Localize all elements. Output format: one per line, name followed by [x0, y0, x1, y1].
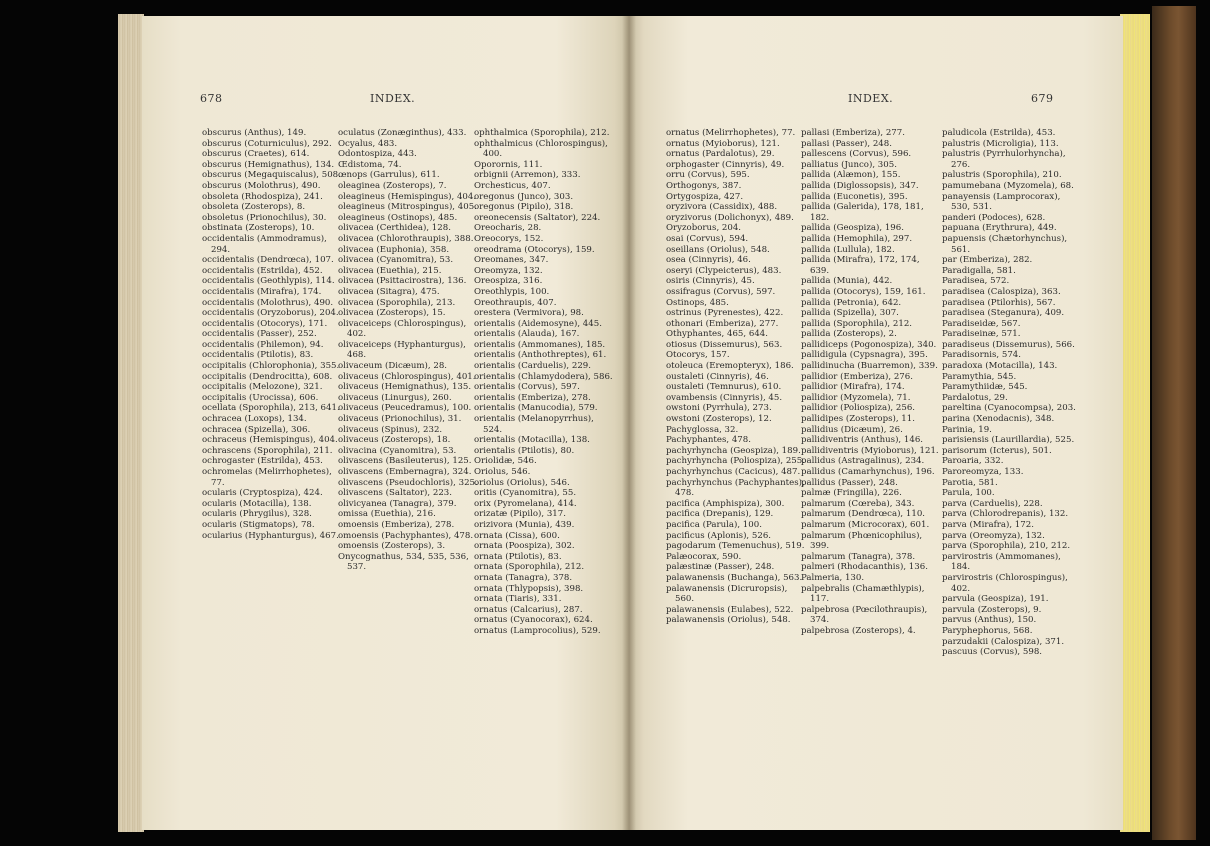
index-entry: pallidus (Camarhynchus), 196. [801, 467, 935, 477]
index-entry: olivascens (Basileuterus), 125. [338, 456, 472, 467]
index-entry: oseillans (Oriolus), 548. [666, 244, 770, 255]
index-entry: obscurus (Craetes), 614. [202, 149, 310, 160]
index-entry: palmeri (Rhodacanthis), 136. [801, 562, 928, 573]
index-entry: ocularius (Hyphanturgus), 467. [202, 530, 339, 541]
index-entry: ornatus (Lamprocolius), 529. [474, 625, 601, 636]
index-entry: palmarum (Cœreba), 343. [801, 498, 915, 509]
index-entry: Palæocorax, 590. [666, 551, 742, 562]
index-entry: orestera (Vermivora), 98. [474, 308, 584, 319]
index-entry: Orthogonys, 387. [666, 180, 742, 191]
index-entry: occipitalis (Dendrocitta), 608. [202, 371, 333, 382]
index-entry: orizatæ (Pipilo), 317. [474, 509, 566, 520]
index-entry: Paryphephorus, 568. [942, 625, 1033, 636]
index-entry: pacifica (Amphispiza), 300. [666, 498, 785, 509]
index-entry: Oryzoborus, 204. [666, 223, 742, 234]
index-entry: olivascens (Embernagra), 324. [338, 467, 472, 477]
index-entry: Oriolidæ, 546. [474, 456, 537, 467]
index-entry: Othyphantes, 465, 644. [666, 329, 768, 340]
index-entry: palmarum (Tanagra), 378. [801, 551, 916, 562]
index-entry: Paramythiidæ, 545. [942, 382, 1028, 393]
index-entry: Oreothlypis, 100. [474, 286, 550, 297]
index-entry: ocularis (Stigmatops), 78. [202, 519, 315, 530]
index-entry: palmæ (Fringilla), 226. [801, 488, 902, 499]
index-entry: palawanensis (Eulabes), 522. [666, 604, 794, 615]
index-entry: Parula, 100. [942, 488, 995, 499]
index-entry: palustris (Pyrrhulorhyncha), 276. [942, 149, 1066, 170]
index-entry: pachyrhyncha (Poliospiza), 255. [666, 456, 805, 467]
index-entry: pacificus (Aplonis), 526. [666, 530, 772, 541]
index-entry: olivicyanea (Tanagra), 379. [338, 498, 457, 509]
index-entry: oriolus (Oriolus), 546. [474, 477, 570, 488]
index-entry: pagodarum (Temenuchus), 519. [666, 541, 805, 552]
index-entry: pallida (Geospiza), 196. [801, 223, 904, 234]
index-entry: Oreocorys, 152. [474, 233, 544, 244]
index-entry: oryzivora (Cassidix), 488. [666, 202, 778, 213]
left-column-1 [202, 128, 342, 541]
index-entry: Paradiseinæ, 571. [942, 329, 1021, 340]
right-column-2 [801, 128, 941, 637]
right-page-number: 679 [1031, 92, 1054, 105]
index-entry: pascuus (Corvus), 598. [942, 647, 1043, 658]
index-entry: orientalis (Chlamydodera), 586. [474, 371, 613, 382]
index-entry: orientalis (Anthothreptes), 61. [474, 350, 607, 361]
right-page [629, 16, 1123, 830]
index-entry: pallida (Hemophila), 297. [801, 233, 913, 244]
index-entry: obsoleta (Zosterops), 8. [202, 202, 306, 213]
index-entry: panderi (Podoces), 628. [942, 212, 1046, 223]
index-entry: Ortygospiza, 427. [666, 191, 744, 202]
index-entry: olivacea (Certhidea), 128. [338, 223, 451, 234]
index-entry: orphogaster (Cinnyris), 49. [666, 159, 785, 170]
index-entry: olivaceus (Prionochilus), 31. [338, 414, 462, 425]
index-entry: pallidinucha (Buarremon), 339. [801, 361, 938, 372]
index-entry: Parotia, 581. [942, 477, 998, 488]
index-entry: parina (Xenodacnis), 348. [942, 414, 1055, 425]
index-entry: orbignii (Arremon), 333. [474, 170, 581, 181]
index-entry: palpebralis (Chamæthlypis), 117. [801, 583, 925, 605]
index-entry: ochrascens (Sporophila), 211. [202, 445, 333, 456]
index-entry: olivaceus (Zosterops), 18. [338, 435, 451, 446]
index-entry: oreodrama (Otocorys), 159. [474, 244, 595, 255]
index-entry: pacifica (Drepanis), 129. [666, 509, 774, 520]
index-entry: pallescens (Corvus), 596. [801, 149, 912, 160]
right-column-1 [666, 128, 806, 626]
index-entry: Paradigalla, 581. [942, 265, 1016, 276]
index-entry: occidentalis (Ptilotis), 83. [202, 350, 314, 361]
index-entry: Oporornis, 111. [474, 159, 543, 170]
index-entry: ornata (Ptilotis), 83. [474, 551, 562, 562]
index-entry: parvula (Zosterops), 9. [942, 604, 1042, 615]
index-entry: pachyrhyncha (Geospiza), 189. [666, 445, 801, 456]
index-entry: Oreocharis, 28. [474, 223, 542, 234]
index-entry: oustaleti (Cinnyris), 46. [666, 371, 769, 382]
index-entry: orientalis (Emberiza), 278. [474, 392, 591, 403]
index-entry: ornata (Tiaris), 331. [474, 594, 562, 605]
index-entry: palliatus (Junco), 305. [801, 159, 897, 170]
index-entry: pallida (Diglossopsis), 347. [801, 180, 919, 191]
index-entry: olivacea (Chlorothraupis), 388. [338, 233, 474, 244]
index-entry: ocularis (Phrygilus), 328. [202, 509, 312, 520]
index-entry: Onycognathus, 534, 535, 536, 537. [338, 551, 469, 573]
index-entry: oleagineus (Ostinops), 485. [338, 212, 458, 223]
index-entry: ostrinus (Pyrenestes), 422. [666, 308, 784, 319]
index-entry: occidentalis (Dendrœca), 107. [202, 255, 334, 266]
index-entry: pallidus (Astragalinus), 234. [801, 456, 925, 467]
index-entry: orientalis (Ptilotis), 80. [474, 445, 575, 456]
index-entry: olivascens (Pseudochloris), 325. [338, 477, 478, 488]
index-entry: orientalis (Corvus), 597. [474, 382, 580, 393]
index-entry: osai (Corvus), 594. [666, 233, 749, 244]
index-entry: obstinata (Zosterops), 10. [202, 223, 315, 234]
index-entry: ochromelas (Melirrhophetes), 77. [202, 467, 332, 488]
index-entry: Palmeria, 130. [801, 572, 865, 583]
index-entry: olivaceus (Spinus), 232. [338, 424, 443, 435]
index-entry: parvula (Geospiza), 191. [942, 594, 1049, 605]
index-entry: Paradisea, 572. [942, 276, 1010, 287]
index-entry: pallidior (Emberiza), 276. [801, 371, 913, 382]
index-entry: ornata (Tanagra), 378. [474, 572, 573, 583]
index-entry: paludicola (Estrilda), 453. [942, 128, 1056, 138]
index-entry: orru (Corvus), 595. [666, 170, 750, 181]
index-entry: occidentalis (Otocorys), 171. [202, 318, 328, 329]
book-gutter [622, 16, 636, 830]
index-entry: palmarum (Dendrœca), 110. [801, 509, 926, 520]
index-entry: ochraceus (Hemispingus), 404. [202, 435, 338, 446]
index-entry: othonari (Emberiza), 277. [666, 318, 779, 329]
index-entry: occipitalis (Chlorophonia), 355. [202, 361, 340, 372]
index-entry: ornata (Sporophila), 212. [474, 562, 585, 573]
index-entry: Odontospiza, 443. [338, 149, 417, 160]
index-entry: olivacina (Cyanomitra), 53. [338, 445, 457, 456]
index-entry: Œdistoma, 74. [338, 159, 402, 170]
index-entry: pallida (Galerida), 178, 181, 182. [801, 202, 924, 223]
index-entry: orientalis (Motacilla), 138. [474, 435, 590, 446]
index-entry: ochracea (Spizella), 306. [202, 424, 311, 435]
index-entry: panayensis (Lamprocorax), 530, 531. [942, 191, 1061, 213]
right-column-3 [942, 128, 1082, 658]
index-entry: paradisea (Steganura), 409. [942, 308, 1065, 319]
index-entry: oseryi (Clypeicterus), 483. [666, 265, 782, 276]
index-entry: palustris (Microligia), 113. [942, 138, 1059, 149]
index-entry: oleagineus (Hemispingus), 404. [338, 191, 477, 202]
index-entry: otoleuca (Eremopteryx), 186. [666, 361, 794, 372]
index-entry: Pachyglossa, 32. [666, 424, 739, 435]
index-entry: pallidigula (Cypsnagra), 395. [801, 350, 928, 361]
index-entry: olivacea (Zosterops), 15. [338, 308, 446, 319]
index-entry: obscurus (Hemignathus), 134. [202, 159, 335, 170]
index-entry: palawanensis (Oriolus), 548. [666, 615, 791, 626]
index-entry: pallidiventris (Anthus), 146. [801, 435, 924, 446]
index-entry: occidentalis (Geothlypis), 114. [202, 276, 335, 287]
index-entry: orientalis (Ammomanes), 185. [474, 339, 606, 350]
index-entry: obsoletus (Prionochilus), 30. [202, 212, 327, 223]
left-column-3 [474, 128, 614, 637]
index-entry: palmarum (Phœnicophilus), 399. [801, 530, 923, 552]
index-entry: occidentalis (Philemon), 94. [202, 339, 324, 350]
index-entry: ornatus (Pardalotus), 29. [666, 149, 775, 160]
page-edges-left [118, 14, 144, 832]
index-entry: parva (Sporophila), 210, 212. [942, 541, 1071, 552]
index-entry: orientalis (Melanopyrrhus), 524. [474, 414, 594, 435]
index-entry: parzudakii (Calospiza), 371. [942, 636, 1065, 647]
index-entry: oustaleti (Temnurus), 610. [666, 382, 782, 393]
index-entry: parvirostris (Chlorospingus), 402. [942, 572, 1068, 594]
index-entry: oritis (Cyanomitra), 55. [474, 488, 577, 499]
index-entry: pallasi (Passer), 248. [801, 138, 892, 149]
index-entry: Orchesticus, 407. [474, 180, 551, 191]
index-entry: Paroaria, 332. [942, 456, 1004, 467]
index-entry: Ostinops, 485. [666, 297, 729, 308]
index-entry: osea (Cinnyris), 46. [666, 255, 751, 266]
index-entry: paradisea (Calospiza), 363. [942, 286, 1061, 297]
index-entry: owstoni (Pyrrhula), 273. [666, 403, 772, 414]
index-entry: oregonus (Junco), 303. [474, 191, 574, 202]
index-entry: pallida (Euconetis), 395. [801, 191, 908, 202]
index-entry: Pachyphantes, 478. [666, 435, 751, 446]
index-entry: Oreomyza, 132. [474, 265, 543, 276]
index-entry: ochracea (Loxops), 134. [202, 414, 307, 425]
index-entry: Oreothraupis, 407. [474, 297, 557, 308]
index-entry: oleagineus (Mitrospingus), 405. [338, 202, 477, 213]
index-entry: omoensis (Zosterops), 3. [338, 541, 446, 552]
index-entry: palpebrosa (Zosterops), 4. [801, 625, 916, 636]
index-entry: orientalis (Manucodia), 579. [474, 403, 598, 414]
index-entry: olivascens (Saltator), 223. [338, 488, 453, 499]
index-entry: olivaceum (Dicæum), 28. [338, 361, 448, 372]
index-entry: pachyrhynchus (Pachyphantes), 478. [666, 477, 805, 499]
index-entry: pallida (Munia), 442. [801, 276, 893, 287]
index-entry: otiosus (Dissemurus), 563. [666, 339, 783, 350]
index-entry: olivaceus (Hemignathus), 135. [338, 382, 472, 393]
index-entry: olivaceiceps (Chlorospingus), 402. [338, 318, 467, 340]
index-entry: obscurus (Megaquiscalus), 508. [202, 170, 341, 181]
index-entry: orientalis (Carduelis), 229. [474, 361, 592, 372]
index-entry: oryzivorus (Dolichonyx), 489. [666, 212, 794, 223]
index-entry: palæstinæ (Passer), 248. [666, 562, 775, 573]
index-entry: occidentalis (Passer), 252. [202, 329, 317, 340]
index-entry: Ocyalus, 483. [338, 138, 398, 149]
index-entry: parvirostris (Ammomanes), 184. [942, 551, 1061, 573]
index-entry: pallidipes (Zosterops), 11. [801, 414, 915, 425]
index-entry: par (Emberiza), 282. [942, 255, 1033, 266]
index-entry: parva (Carduelis), 228. [942, 498, 1043, 509]
index-entry: Paramythia, 545. [942, 371, 1017, 382]
index-entry: parisorum (Icterus), 501. [942, 445, 1052, 456]
index-entry: oregonus (Pipilo), 318. [474, 202, 574, 213]
index-entry: orientalis (Aidemosyne), 445. [474, 318, 602, 329]
index-entry: olivaceus (Chlorospingus), 401. [338, 371, 476, 382]
index-entry: olivaceus (Peucedramus), 100. [338, 403, 472, 414]
index-entry: ocellata (Sporophila), 213, 641. [202, 403, 340, 414]
index-entry: oleaginea (Zosterops), 7. [338, 180, 447, 191]
index-entry: pachyrhynchus (Cacicus), 487. [666, 467, 801, 477]
index-entry: pamumebana (Myzomela), 68. [942, 180, 1074, 191]
index-entry: osiris (Cinnyris), 45. [666, 276, 755, 287]
index-entry: ornatus (Cyanocorax), 624. [474, 615, 593, 626]
index-entry: ornatus (Calcarius), 287. [474, 604, 583, 615]
index-entry: olivacea (Euethia), 215. [338, 265, 442, 276]
index-entry: occidentalis (Estrilda), 452. [202, 265, 323, 276]
index-entry: omoensis (Emberiza), 278. [338, 519, 455, 530]
index-entry: pallida (Zosterops), 2. [801, 329, 897, 340]
index-entry: ornata (Poospiza), 302. [474, 541, 575, 552]
index-entry: Oreomanes, 347. [474, 255, 549, 266]
index-entry: ornatus (Myioborus), 121. [666, 138, 780, 149]
index-entry: palpebrosa (Pœcilothraupis), 374. [801, 604, 928, 626]
index-entry: ophthalmicus (Chlorospingus), 400. [474, 138, 608, 160]
index-entry: pallida (Alæmon), 155. [801, 170, 901, 181]
index-entry: parisiensis (Laurillardia), 525. [942, 435, 1075, 446]
index-entry: pallida (Lullula), 182. [801, 244, 895, 255]
index-entry: ornatus (Melirrhophetes), 77. [666, 128, 796, 138]
index-entry: pallida (Otocorys), 159, 161. [801, 286, 926, 297]
index-entry: Paradiseidæ, 567. [942, 318, 1021, 329]
index-entry: ornata (Cissa), 600. [474, 530, 560, 541]
index-entry: Oriolus, 546. [474, 467, 531, 477]
index-entry: paradoxa (Motacilla), 143. [942, 361, 1058, 372]
index-entry: pallida (Petronia), 642. [801, 297, 902, 308]
page-edges-right [1120, 14, 1150, 832]
index-entry: pallida (Mirafra), 172, 174, 639. [801, 255, 920, 276]
left-page [142, 16, 629, 830]
index-entry: olivacea (Sporophila), 213. [338, 297, 456, 308]
index-entry: owstoni (Zosterops), 12. [666, 414, 772, 425]
index-entry: parvus (Anthus), 150. [942, 615, 1037, 626]
index-entry: pallida (Sporophila), 212. [801, 318, 913, 329]
index-entry: ochrogaster (Estrilda), 453. [202, 456, 323, 467]
index-entry: papuana (Erythrura), 449. [942, 223, 1057, 234]
index-entry: obsoleta (Rhodospiza), 241. [202, 191, 323, 202]
index-entry: pallidius (Dicæum), 26. [801, 424, 903, 435]
index-entry: omoensis (Pachyphantes), 478. [338, 530, 474, 541]
book-cover-edge [1152, 6, 1196, 840]
index-entry: olivacea (Cyanomitra), 53. [338, 255, 454, 266]
index-entry: oreonecensis (Saltator), 224. [474, 212, 601, 223]
index-entry: ocularis (Cryptospiza), 424. [202, 488, 323, 499]
index-entry: pacifica (Parula), 100. [666, 519, 762, 530]
index-entry: obscurus (Anthus), 149. [202, 128, 307, 138]
index-entry: pallidus (Passer), 248. [801, 477, 898, 488]
index-entry: orizivora (Munia), 439. [474, 519, 575, 530]
index-entry: Paroreomyza, 133. [942, 467, 1024, 477]
index-entry: ocularis (Motacilla), 138. [202, 498, 312, 509]
index-entry: pareltina (Cyanocompsa), 203. [942, 403, 1076, 414]
index-entry: ornata (Thlypopsis), 398. [474, 583, 584, 594]
left-page-number: 678 [200, 92, 223, 105]
index-entry: paradisea (Ptilorhis), 567. [942, 297, 1056, 308]
index-entry: palmarum (Microcorax), 601. [801, 519, 930, 530]
index-entry: omissa (Euethia), 216. [338, 509, 436, 520]
index-entry: palustris (Sporophila), 210. [942, 170, 1062, 181]
index-entry: ossifragus (Corvus), 597. [666, 286, 776, 297]
index-entry: pallidior (Poliospiza), 256. [801, 403, 916, 414]
index-entry: occidentalis (Oryzoborus), 204. [202, 308, 339, 319]
index-entry: olivacea (Psittacirostra), 136. [338, 276, 467, 287]
index-entry: obscurus (Coturniculus), 292. [202, 138, 332, 149]
index-entry: Parinia, 19. [942, 424, 992, 435]
index-entry: palawanensis (Dicruropsis), 560. [666, 583, 788, 605]
index-entry: parva (Mirafra), 172. [942, 519, 1034, 530]
right-page-header: INDEX. [848, 92, 894, 105]
index-entry: œnops (Garrulus), 611. [338, 170, 440, 181]
index-entry: parva (Chlorodrepanis), 132. [942, 509, 1069, 520]
index-entry: ophthalmica (Sporophila), 212. [474, 128, 610, 138]
index-entry: Paradisornis, 574. [942, 350, 1021, 361]
index-entry: olivacea (Sitagra), 475. [338, 286, 440, 297]
index-entry: orix (Pyromelana), 414. [474, 498, 577, 509]
index-entry: pallidiventris (Myioborus), 121. [801, 445, 939, 456]
index-entry: pallidior (Myzomela), 71. [801, 392, 911, 403]
index-entry: palawanensis (Buchanga), 563. [666, 572, 803, 583]
left-column-2 [338, 128, 478, 573]
index-entry: olivaceus (Linurgus), 260. [338, 392, 452, 403]
index-entry: pallasi (Emberiza), 277. [801, 128, 905, 138]
index-entry: parva (Oreomyza), 132. [942, 530, 1045, 541]
index-entry: obscurus (Molothrus), 490. [202, 180, 321, 191]
index-entry: occipitalis (Melozone), 321. [202, 382, 323, 393]
index-entry: pallida (Spizella), 307. [801, 308, 899, 319]
index-entry: occipitalis (Urocissa), 606. [202, 392, 319, 403]
index-entry: olivaceiceps (Hyphanturgus), 468. [338, 339, 466, 361]
index-entry: ovambensis (Cinnyris), 45. [666, 392, 783, 403]
index-entry: orientalis (Alauda), 167. [474, 329, 580, 340]
index-entry: Pardalotus, 29. [942, 392, 1008, 403]
index-entry: paradiseus (Dissemurus), 566. [942, 339, 1075, 350]
index-entry: oculatus (Zonæginthus), 433. [338, 128, 467, 138]
index-entry: pallidior (Mirafra), 174. [801, 382, 905, 393]
index-entry: papuensis (Chætorhynchus), 561. [942, 233, 1068, 255]
left-page-header: INDEX. [370, 92, 416, 105]
index-entry: Oreospiza, 316. [474, 276, 543, 287]
index-entry: olivacea (Euphonia), 358. [338, 244, 450, 255]
index-entry: occidentalis (Mirafra), 174. [202, 286, 322, 297]
index-entry: occidentalis (Molothrus), 490. [202, 297, 334, 308]
index-entry: occidentalis (Ammodramus), 294. [202, 233, 327, 255]
index-entry: Otocorys, 157. [666, 350, 730, 361]
index-entry: pallidiceps (Pogonospiza), 340. [801, 339, 937, 350]
